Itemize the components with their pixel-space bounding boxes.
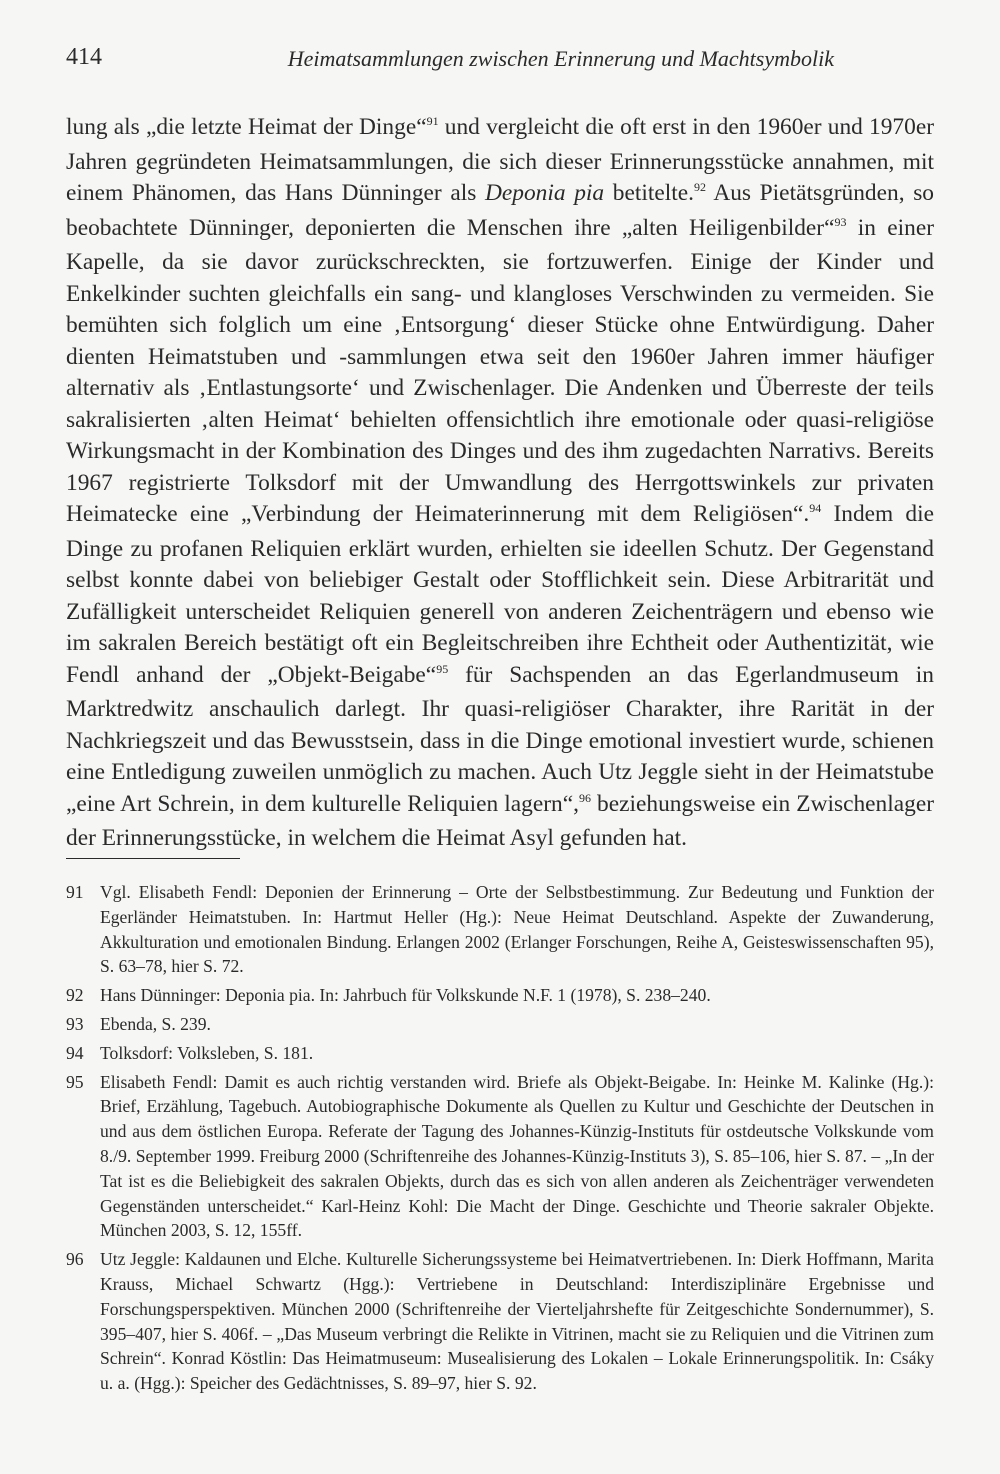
page-number: 414 xyxy=(66,44,102,70)
footnote-text: Elisabeth Fendl: Damit es auch richtig verstanden wird. Briefe als Objekt-Beigabe. In: Heinke M. Kalinke (Hg.): Brief, Erzählung, Tagebuch. Autobiographische Dokumente als Quellen zu Kultur und Geschichte der Deutschen in und aus dem östlichen Europa. Referate der Tagung des Johannes-Künzig-Instituts für ostdeutsche Volkskunde vom 8./9. September 1999. Freiburg 2000 (Schriftenreihe des Johannes-Künzig-Instituts 3), S. 85–106, hier S. 87. – „In der Tat ist es die Beliebigkeit des sakralen Objekts, durch das es sich von allen anderen als Zeichenträger verwendeten Gegenständen unterscheidet.“ Karl-Heinz Kohl: Die Macht der Dinge. Geschichte und Theorie sakraler Objekte. München 2003, S. 12, 155ff. xyxy=(100,1071,934,1241)
footnote xyxy=(66,1041,934,1066)
footnotes xyxy=(66,880,934,1400)
paragraph xyxy=(66,112,934,855)
footnote-separator xyxy=(66,858,240,859)
footnote-number: 94 xyxy=(66,1042,84,1063)
body-text xyxy=(66,112,934,855)
footnote-text: Vgl. Elisabeth Fendl: Deponien der Erinnerung – Orte der Selbstbestimmung. Zur Bedeutung und Funktion der Egerländer Heimatstuben. In: Hartmut Heller (Hg.): Neue Heimat Deutschland. Aspekte der Zuwanderung, Akkulturation und emotionalen Bindung. Erlangen 2002 (Erlanger Forschungen, Reihe A, Geisteswissenschaften 95), S. 63–78, hier S. 72. xyxy=(100,882,934,977)
text-span: für Sachspenden an das Egerlandmuseum in Marktredwitz anschaulich darlegt. Ihr quasi-religiöser Charakter, ihre Rarität in der Nachkriegszeit und das Bewusstsein, dass in die Dinge emotional investiert wurde, schienen eine Entledigung zuweilen unmöglich zu machen. Auch Utz Jeggle sieht in der Heimatstube „eine Art Schrein, in dem kulturelle Reliquien lagern“, xyxy=(66,661,934,817)
footnote-number: 93 xyxy=(66,1013,84,1034)
running-title: Heimatsammlungen zwischen Erinnerung und Machtsymbolik xyxy=(287,46,834,71)
footnote-ref-92[interactable]: 92 xyxy=(693,180,706,194)
text-span: und vergleicht die oft erst in den 1960er und 1970er Jahren gegründeten Heimatsammlungen, die sich dieser Erinnerungsstücke annahmen, mit einem Phänomen, das Hans Dünninger als xyxy=(66,114,934,206)
text-span: lung als „die letzte Heimat der Dinge“ xyxy=(66,114,427,140)
text-span: Indem die Dinge zu profanen Reliquien erklärt wurden, erhielten sie ideellen Schutz. Der Gegenstand selbst konnte dabei von beliebiger Gestalt oder Stofflichkeit sein. Diese Arbitrarität und Zufälligkeit unterscheidet Reliquien generell von anderen Zeichenträgern und ebenso wie im sakralen Bereich bestätigt oft ein Begleitschreiben ihre Echtheit oder Authentizität, wie Fendl anhand der „Objekt-Beigabe“ xyxy=(66,501,934,688)
footnote-ref-95[interactable]: 95 xyxy=(436,661,449,676)
footnote-ref-93[interactable]: 93 xyxy=(834,214,847,229)
text-span: betitelte. xyxy=(604,180,694,206)
footnote xyxy=(66,1247,934,1396)
footnote-number: 92 xyxy=(66,985,84,1006)
footnote-ref-91[interactable]: 91 xyxy=(426,114,439,128)
footnote-ref-96[interactable]: 96 xyxy=(578,790,591,805)
footnote-number: 96 xyxy=(66,1249,84,1270)
text-span: beziehungsweise ein Zwischenlager der Erinnerungsstücke, in welchem die Heimat Asyl gefunden hat. xyxy=(66,790,934,851)
running-header xyxy=(66,44,834,76)
text-span: Aus Pietätsgründen, so beobachtete Dünninger, deponierten die Menschen ihre „alten Heiligenbilder“ xyxy=(66,180,935,241)
footnote-ref-94[interactable]: 94 xyxy=(809,501,822,515)
footnote-text: Tolksdorf: Volksleben, S. 181. xyxy=(100,1042,314,1063)
footnote-number: 95 xyxy=(66,1071,84,1092)
footnote xyxy=(66,1012,934,1037)
emphasis: Deponia pia xyxy=(485,180,605,206)
footnote-text: Utz Jeggle: Kaldaunen und Elche. Kulturelle Sicherungssysteme bei Heimatvertriebenen. In: Dierk Hoffmann, Marita Krauss, Michael Schwartz (Hgg.): Vertriebene in Deutschland: Interdisziplinäre Ergebnisse und Forschungsperspektiven. München 2000 (Schriftenreihe der Vierteljahrshefte für Zeitgeschichte Sondernummer), S. 395–407, hier S. 406f. – „Das Museum verbringt die Relikte in Vitrinen, macht sie zu Reliquien und die Vitrinen zum Schrein“. Konrad Köstlin: Das Heimatmuseum: Musealisierung des Lokalen – Lokale Erinnerungspolitik. In: Csáky u. a. (Hgg.): Speicher des Gedächtnisses, S. 89–97, hier S. 92. xyxy=(100,1249,934,1394)
footnote-text: Hans Dünninger: Deponia pia. In: Jahrbuch für Volkskunde N.F. 1 (1978), S. 238–240. xyxy=(100,985,711,1006)
footnote xyxy=(66,880,934,979)
footnote xyxy=(66,983,934,1008)
footnote-text: Ebenda, S. 239. xyxy=(100,1013,211,1034)
text-span: in einer Kapelle, da sie davor zurückschreckten, sie fortzuwerfen. Einige der Kinder und Enkelkinder suchten gleichfalls ein sang- und klangloses Verschwinden zu vermeiden. Sie bemühten sich folglich um eine ‚Entsorgung‘ dieser Stücke ohne Entwürdigung. Daher dienten Heimatstuben und -sammlungen etwa seit den 1960er Jahren immer häufiger alternativ als ‚Entlastungsorte‘ und Zwischenlager. Die Andenken und Überreste der teils sakralisierten ‚alten Heimat‘ behielten offensichtlich ihre emotionale oder quasi-religiöse Wirkungsmacht in der Kombination des Dinges und des ihm zugedachten Narrativs. Bereits 1967 registrierte Tolksdorf mit der Umwandlung des Herrgottswinkels zur privaten Heimatecke eine „Verbindung der Heimaterinnerung mit dem Religiösen“. xyxy=(66,214,935,527)
footnote-number: 91 xyxy=(66,882,84,902)
footnote xyxy=(66,1070,934,1244)
